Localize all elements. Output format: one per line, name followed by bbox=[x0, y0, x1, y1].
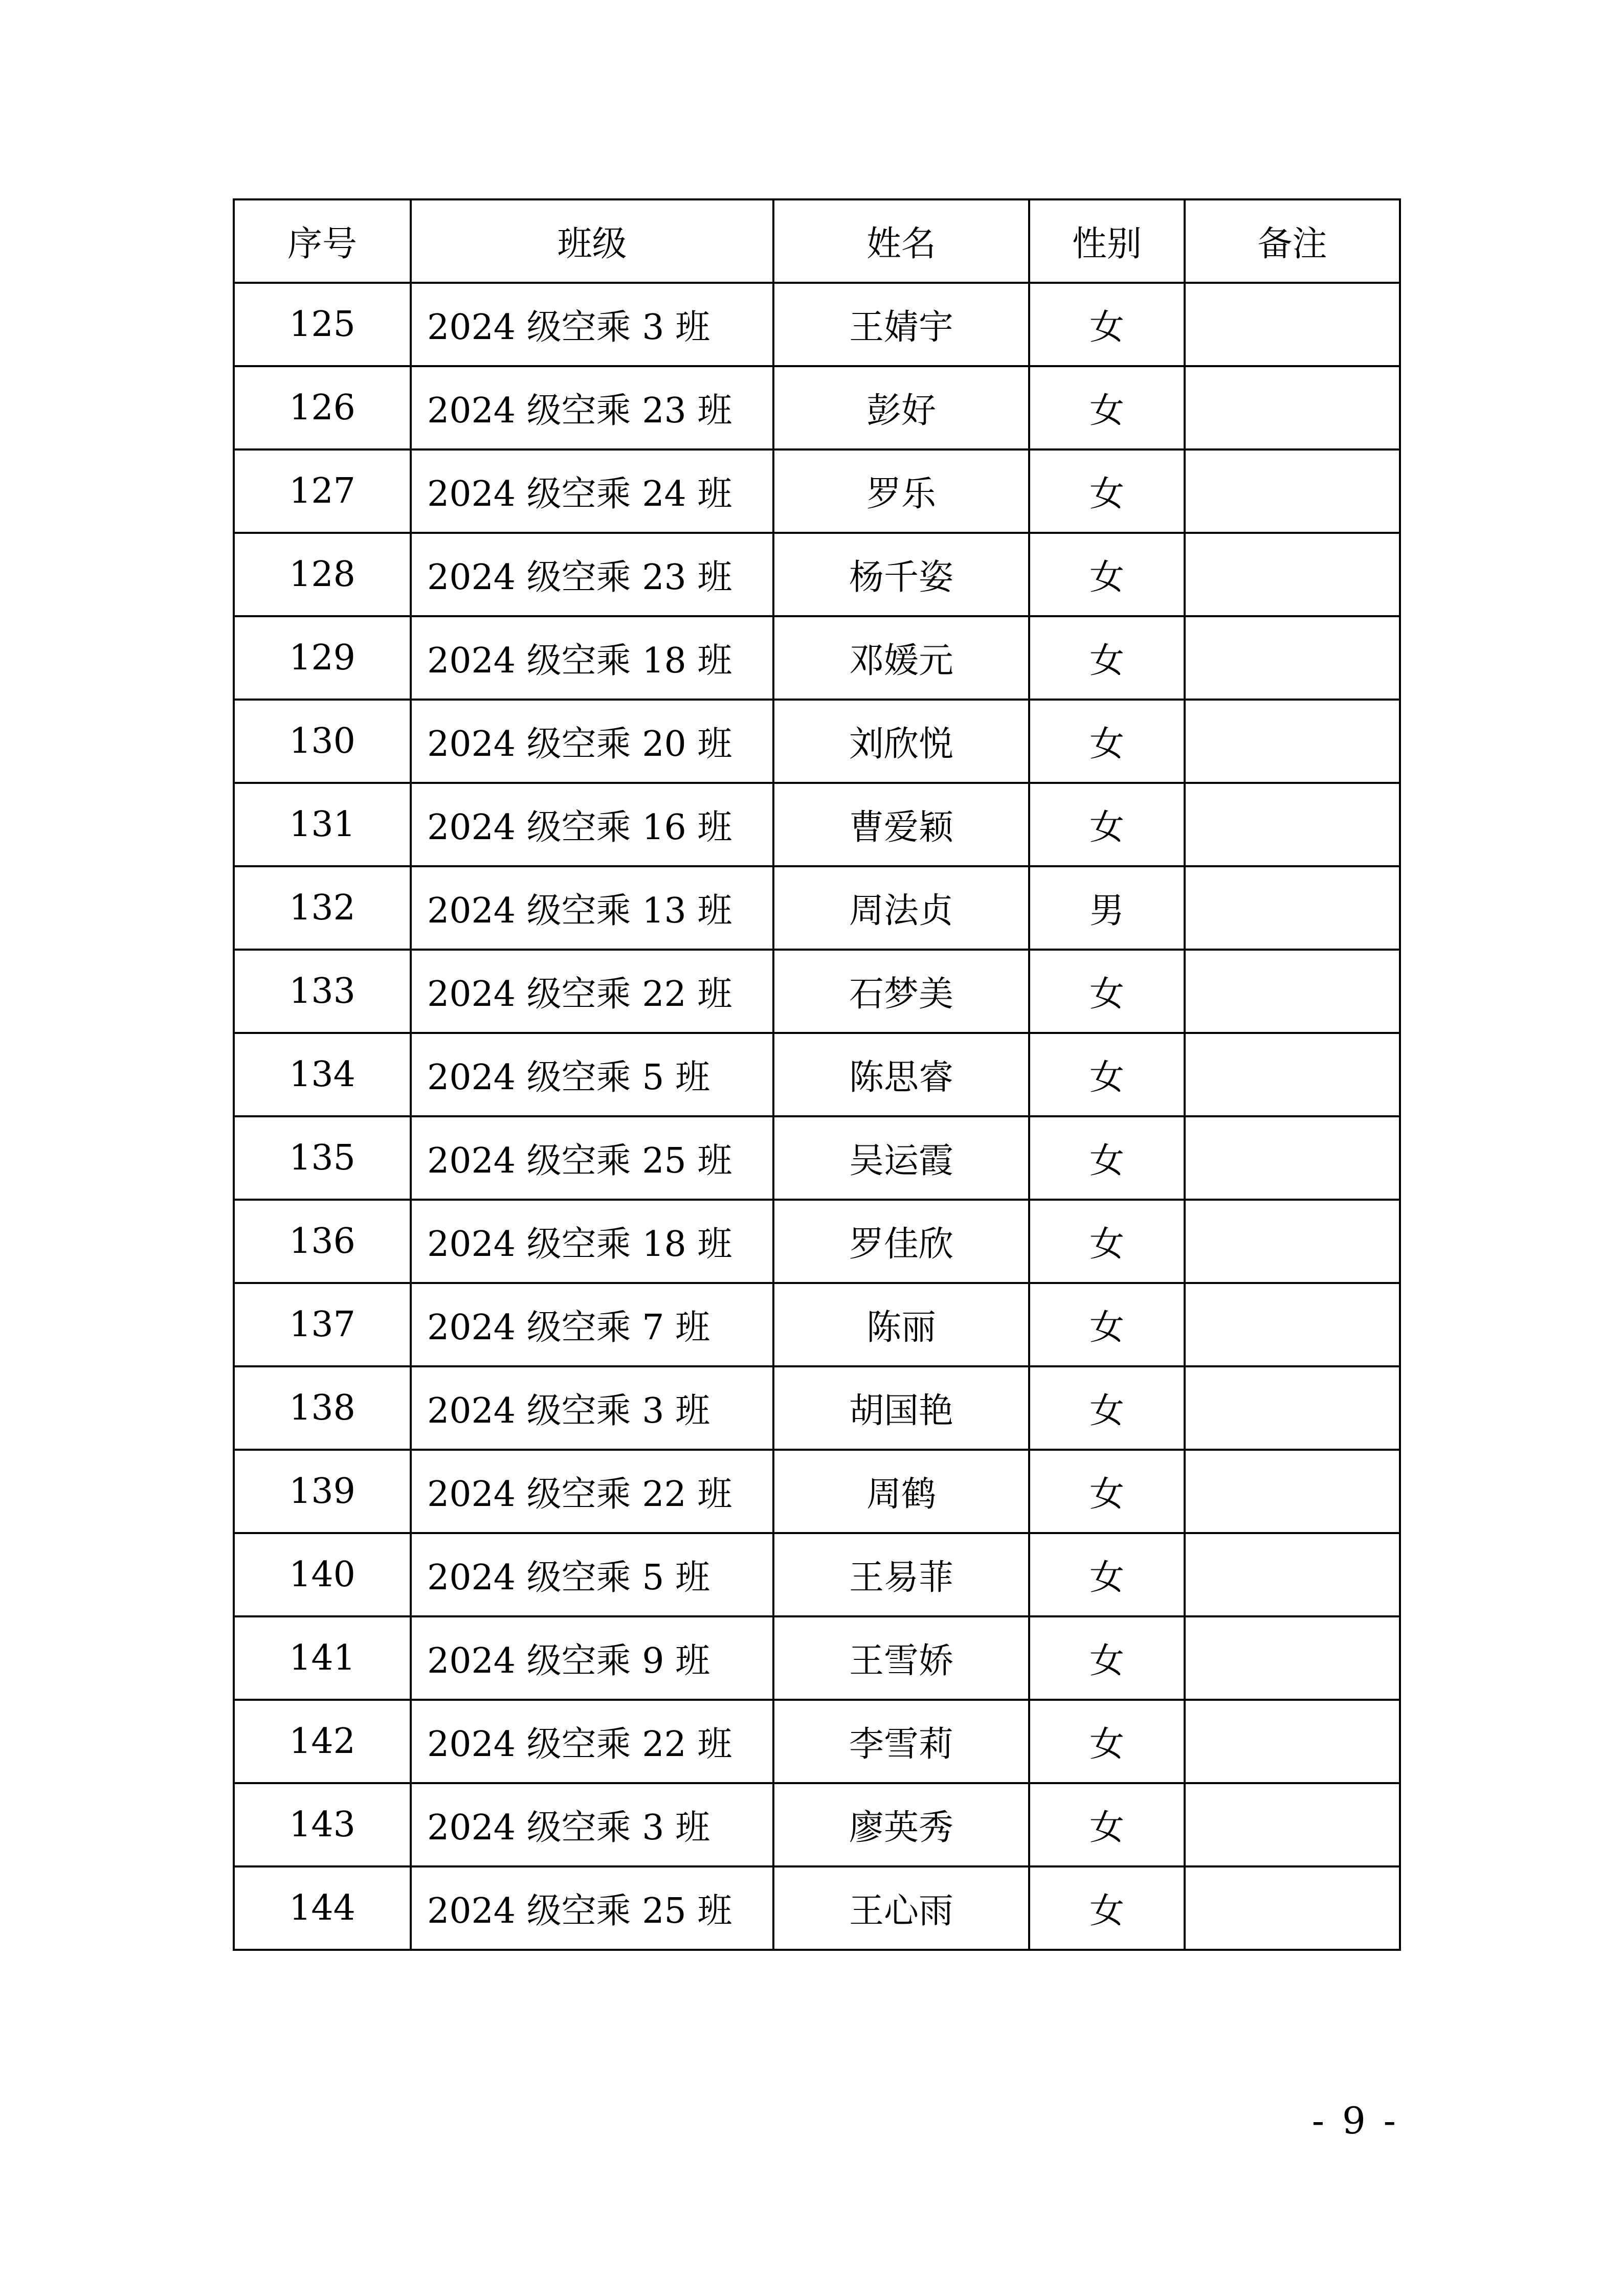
cell-gender: 女 bbox=[1029, 1866, 1185, 1950]
table-body bbox=[234, 283, 1400, 1950]
cell-seq: 144 bbox=[234, 1866, 411, 1950]
cell-gender: 女 bbox=[1029, 700, 1185, 783]
cell-seq: 141 bbox=[234, 1616, 411, 1700]
cell-name: 罗佳欣 bbox=[773, 1200, 1029, 1283]
cell-class: 2024 级空乘 22 班 bbox=[411, 1700, 773, 1783]
cell-note bbox=[1185, 1783, 1400, 1866]
table-row bbox=[234, 1283, 1400, 1366]
table-row bbox=[234, 283, 1400, 366]
cell-name: 石梦美 bbox=[773, 950, 1029, 1033]
cell-name: 王婧宇 bbox=[773, 283, 1029, 366]
cell-note bbox=[1185, 1866, 1400, 1950]
cell-class: 2024 级空乘 25 班 bbox=[411, 1116, 773, 1200]
cell-class: 2024 级空乘 22 班 bbox=[411, 1450, 773, 1533]
cell-seq: 125 bbox=[234, 283, 411, 366]
cell-seq: 135 bbox=[234, 1116, 411, 1200]
header-note: 备注 bbox=[1185, 199, 1400, 283]
cell-seq: 134 bbox=[234, 1033, 411, 1116]
cell-name: 王易菲 bbox=[773, 1533, 1029, 1616]
cell-class: 2024 级空乘 3 班 bbox=[411, 283, 773, 366]
cell-seq: 140 bbox=[234, 1533, 411, 1616]
cell-class: 2024 级空乘 23 班 bbox=[411, 533, 773, 616]
cell-class: 2024 级空乘 9 班 bbox=[411, 1616, 773, 1700]
cell-note bbox=[1185, 1616, 1400, 1700]
cell-note bbox=[1185, 366, 1400, 449]
cell-class: 2024 级空乘 22 班 bbox=[411, 950, 773, 1033]
cell-note bbox=[1185, 1283, 1400, 1366]
header-seq: 序号 bbox=[234, 199, 411, 283]
cell-note bbox=[1185, 950, 1400, 1033]
cell-seq: 126 bbox=[234, 366, 411, 449]
table-row bbox=[234, 1783, 1400, 1866]
cell-class: 2024 级空乘 16 班 bbox=[411, 783, 773, 866]
cell-note bbox=[1185, 700, 1400, 783]
cell-name: 曹爱颖 bbox=[773, 783, 1029, 866]
cell-gender: 女 bbox=[1029, 1033, 1185, 1116]
cell-seq: 130 bbox=[234, 700, 411, 783]
cell-note bbox=[1185, 1366, 1400, 1450]
page-number: - 9 - bbox=[1311, 2099, 1399, 2142]
table-row bbox=[234, 1616, 1400, 1700]
cell-name: 彭好 bbox=[773, 366, 1029, 449]
table-row bbox=[234, 1200, 1400, 1283]
cell-note bbox=[1185, 1200, 1400, 1283]
cell-seq: 129 bbox=[234, 616, 411, 700]
table-row bbox=[234, 1366, 1400, 1450]
cell-gender: 女 bbox=[1029, 533, 1185, 616]
table-row bbox=[234, 950, 1400, 1033]
cell-seq: 132 bbox=[234, 866, 411, 950]
cell-note bbox=[1185, 1450, 1400, 1533]
student-roster-table bbox=[233, 198, 1401, 1951]
table-row bbox=[234, 1450, 1400, 1533]
cell-name: 周鹤 bbox=[773, 1450, 1029, 1533]
cell-gender: 女 bbox=[1029, 783, 1185, 866]
cell-note bbox=[1185, 1116, 1400, 1200]
cell-seq: 142 bbox=[234, 1700, 411, 1783]
cell-seq: 133 bbox=[234, 950, 411, 1033]
cell-note bbox=[1185, 283, 1400, 366]
cell-class: 2024 级空乘 5 班 bbox=[411, 1533, 773, 1616]
cell-seq: 128 bbox=[234, 533, 411, 616]
cell-gender: 女 bbox=[1029, 366, 1185, 449]
cell-gender: 女 bbox=[1029, 1116, 1185, 1200]
table-row bbox=[234, 783, 1400, 866]
cell-gender: 女 bbox=[1029, 1783, 1185, 1866]
cell-class: 2024 级空乘 3 班 bbox=[411, 1783, 773, 1866]
table-row bbox=[234, 1033, 1400, 1116]
cell-class: 2024 级空乘 5 班 bbox=[411, 1033, 773, 1116]
cell-gender: 女 bbox=[1029, 1366, 1185, 1450]
table-row bbox=[234, 616, 1400, 700]
cell-note bbox=[1185, 1033, 1400, 1116]
table-row bbox=[234, 366, 1400, 449]
cell-note bbox=[1185, 449, 1400, 533]
cell-note bbox=[1185, 533, 1400, 616]
cell-name: 陈思睿 bbox=[773, 1033, 1029, 1116]
cell-gender: 女 bbox=[1029, 449, 1185, 533]
cell-class: 2024 级空乘 23 班 bbox=[411, 366, 773, 449]
cell-gender: 女 bbox=[1029, 1200, 1185, 1283]
cell-class: 2024 级空乘 13 班 bbox=[411, 866, 773, 950]
cell-gender: 女 bbox=[1029, 1616, 1185, 1700]
table-row bbox=[234, 1116, 1400, 1200]
table-row bbox=[234, 700, 1400, 783]
table-header-row bbox=[234, 199, 1400, 283]
cell-class: 2024 级空乘 18 班 bbox=[411, 616, 773, 700]
cell-gender: 女 bbox=[1029, 950, 1185, 1033]
cell-class: 2024 级空乘 20 班 bbox=[411, 700, 773, 783]
cell-gender: 女 bbox=[1029, 283, 1185, 366]
cell-note bbox=[1185, 616, 1400, 700]
cell-seq: 139 bbox=[234, 1450, 411, 1533]
cell-name: 陈丽 bbox=[773, 1283, 1029, 1366]
header-name: 姓名 bbox=[773, 199, 1029, 283]
cell-name: 邓媛元 bbox=[773, 616, 1029, 700]
cell-class: 2024 级空乘 24 班 bbox=[411, 449, 773, 533]
table-row bbox=[234, 449, 1400, 533]
cell-class: 2024 级空乘 3 班 bbox=[411, 1366, 773, 1450]
table-row bbox=[234, 533, 1400, 616]
cell-seq: 138 bbox=[234, 1366, 411, 1450]
cell-seq: 143 bbox=[234, 1783, 411, 1866]
cell-gender: 女 bbox=[1029, 1533, 1185, 1616]
cell-note bbox=[1185, 1533, 1400, 1616]
table-row bbox=[234, 1700, 1400, 1783]
cell-name: 王雪娇 bbox=[773, 1616, 1029, 1700]
cell-note bbox=[1185, 1700, 1400, 1783]
cell-gender: 男 bbox=[1029, 866, 1185, 950]
table-row bbox=[234, 1866, 1400, 1950]
cell-name: 胡国艳 bbox=[773, 1366, 1029, 1450]
cell-class: 2024 级空乘 25 班 bbox=[411, 1866, 773, 1950]
header-class: 班级 bbox=[411, 199, 773, 283]
cell-gender: 女 bbox=[1029, 1283, 1185, 1366]
cell-seq: 127 bbox=[234, 449, 411, 533]
header-gender: 性别 bbox=[1029, 199, 1185, 283]
cell-class: 2024 级空乘 7 班 bbox=[411, 1283, 773, 1366]
cell-class: 2024 级空乘 18 班 bbox=[411, 1200, 773, 1283]
cell-name: 王心雨 bbox=[773, 1866, 1029, 1950]
cell-name: 罗乐 bbox=[773, 449, 1029, 533]
cell-gender: 女 bbox=[1029, 1700, 1185, 1783]
table-row bbox=[234, 1533, 1400, 1616]
cell-gender: 女 bbox=[1029, 1450, 1185, 1533]
table-row bbox=[234, 866, 1400, 950]
cell-name: 刘欣悦 bbox=[773, 700, 1029, 783]
cell-note bbox=[1185, 783, 1400, 866]
cell-name: 周法贞 bbox=[773, 866, 1029, 950]
cell-gender: 女 bbox=[1029, 616, 1185, 700]
cell-seq: 136 bbox=[234, 1200, 411, 1283]
cell-seq: 131 bbox=[234, 783, 411, 866]
cell-name: 廖英秀 bbox=[773, 1783, 1029, 1866]
cell-note bbox=[1185, 866, 1400, 950]
cell-name: 李雪莉 bbox=[773, 1700, 1029, 1783]
cell-name: 吴运霞 bbox=[773, 1116, 1029, 1200]
cell-seq: 137 bbox=[234, 1283, 411, 1366]
cell-name: 杨千姿 bbox=[773, 533, 1029, 616]
